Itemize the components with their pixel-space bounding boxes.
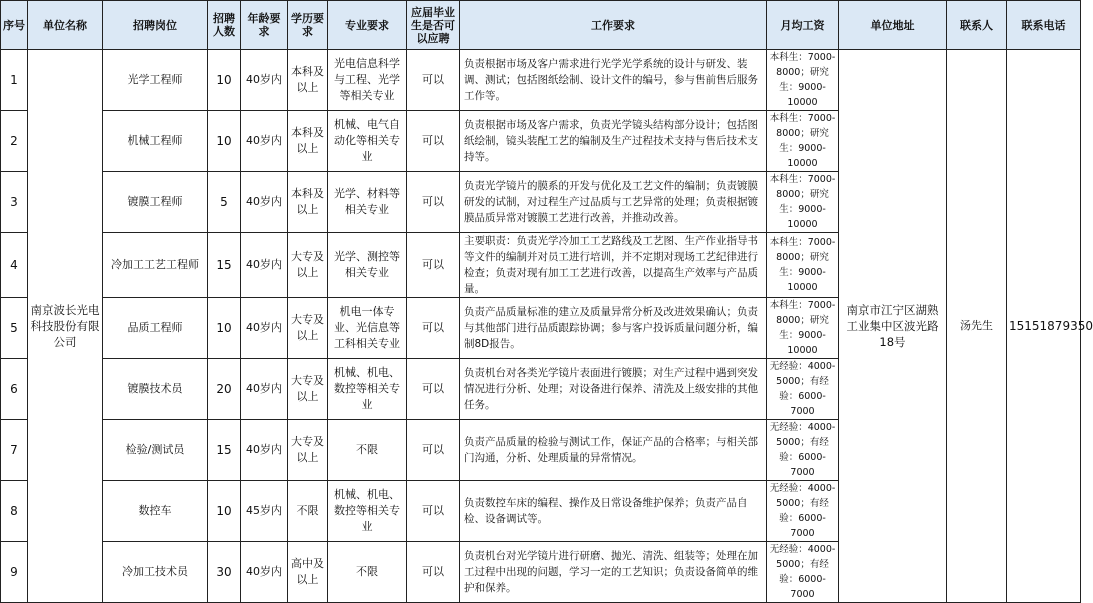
row-duties: 负责机台对光学镜片进行研磨、抛光、清洗、组装等；处理在加工过程中出现的问题，学习一定的工艺知识；负责设备简单的维护和保养。 (460, 542, 767, 603)
company-name: 南京波长光电科技股份有限公司 (28, 50, 103, 603)
row-seq: 9 (1, 542, 28, 603)
row-duties: 负责根据市场及客户需求，负责光学镜头结构部分设计；包括图纸绘制，镜头装配工艺的编制及生产过程技术支持与售后技术支持等。 (460, 111, 767, 172)
row-duties: 负责机台对各类光学镜片表面进行镀膜；对生产过程中遇到突发情况进行分析、处理；对设备进行保养、清洗及上级安排的其他任务。 (460, 359, 767, 420)
header-company: 单位名称 (28, 1, 103, 50)
row-seq: 6 (1, 359, 28, 420)
row-duties: 负责产品质量的检验与测试工作，保证产品的合格率；与相关部门沟通，分析、处理质量的异常情况。 (460, 420, 767, 481)
row-duties: 负责光学镜片的膜系的开发与优化及工艺文件的编制；负责镀膜研发的试制，对过程生产过品质与工艺异常的处理；负责根据镀膜品质异常对镀膜工艺进行改善，并推动改善。 (460, 172, 767, 233)
row-graduate: 可以 (407, 111, 460, 172)
row-major: 机械、机电、数控等相关专业 (328, 481, 407, 542)
row-education: 大专及以上 (288, 359, 328, 420)
row-seq: 5 (1, 298, 28, 359)
header-salary: 月均工资 (767, 1, 839, 50)
header-contact: 联系人 (947, 1, 1007, 50)
header-address: 单位地址 (839, 1, 947, 50)
row-position: 冷加工工艺工程师 (103, 233, 208, 298)
row-graduate: 可以 (407, 359, 460, 420)
row-salary: 无经验：4000-5000；有经验：6000-7000 (767, 359, 839, 420)
header-graduate: 应届毕业生是否可以应聘 (407, 1, 460, 50)
row-count: 10 (208, 50, 241, 111)
header-age: 年龄要求 (241, 1, 288, 50)
row-count: 10 (208, 298, 241, 359)
row-education: 本科及以上 (288, 111, 328, 172)
row-salary: 无经验：4000-5000；有经验：6000-7000 (767, 542, 839, 603)
row-count: 10 (208, 481, 241, 542)
row-duties: 负责数控车床的编程、操作及日常设备维护保养；负责产品自检、设备调试等。 (460, 481, 767, 542)
row-major: 机械、电气自动化等相关专业 (328, 111, 407, 172)
row-salary: 本科生：7000-8000；研究生：9000-10000 (767, 298, 839, 359)
header-seq: 序号 (1, 1, 28, 50)
row-age: 40岁内 (241, 50, 288, 111)
row-age: 40岁内 (241, 233, 288, 298)
row-count: 30 (208, 542, 241, 603)
contact-person: 汤先生 (947, 50, 1007, 603)
row-salary: 本科生：7000-8000；研究生：9000-10000 (767, 50, 839, 111)
row-education: 大专及以上 (288, 298, 328, 359)
row-education: 本科及以上 (288, 172, 328, 233)
row-education: 不限 (288, 481, 328, 542)
header-row (1, 1, 1081, 50)
row-count: 15 (208, 420, 241, 481)
row-position: 品质工程师 (103, 298, 208, 359)
row-count: 20 (208, 359, 241, 420)
header-phone: 联系电话 (1007, 1, 1081, 50)
table-body (1, 50, 1093, 603)
header-count: 招聘人数 (208, 1, 241, 50)
row-position: 冷加工技术员 (103, 542, 208, 603)
row-position: 数控车 (103, 481, 208, 542)
row-seq: 4 (1, 233, 28, 298)
row-salary: 本科生：7000-8000；研究生：9000-10000 (767, 233, 839, 298)
company-address: 南京市江宁区湖熟工业集中区波光路18号 (839, 50, 947, 603)
row-graduate: 可以 (407, 420, 460, 481)
table-row (1, 50, 1081, 111)
row-major: 机电一体专业、光信息等工科相关专业 (328, 298, 407, 359)
row-seq: 2 (1, 111, 28, 172)
row-education: 大专及以上 (288, 420, 328, 481)
row-count: 15 (208, 233, 241, 298)
row-seq: 1 (1, 50, 28, 111)
row-duties: 负责产品质量标准的建立及质量异常分析及改进效果确认；负责与其他部门进行品质跟踪协调；参与客户投诉质量问题分析，编制8D报告。 (460, 298, 767, 359)
row-salary: 本科生：7000-8000；研究生：9000-10000 (767, 111, 839, 172)
row-position: 检验/测试员 (103, 420, 208, 481)
row-age: 40岁内 (241, 420, 288, 481)
row-age: 40岁内 (241, 111, 288, 172)
row-graduate: 可以 (407, 542, 460, 603)
row-major: 光电信息科学与工程、光学等相关专业 (328, 50, 407, 111)
row-position: 镀膜工程师 (103, 172, 208, 233)
row-seq: 8 (1, 481, 28, 542)
row-salary: 本科生：7000-8000；研究生：9000-10000 (767, 172, 839, 233)
row-graduate: 可以 (407, 481, 460, 542)
row-position: 光学工程师 (103, 50, 208, 111)
row-major: 不限 (328, 542, 407, 603)
row-count: 10 (208, 111, 241, 172)
row-position: 镀膜技术员 (103, 359, 208, 420)
row-major: 光学、材料等相关专业 (328, 172, 407, 233)
row-education: 本科及以上 (288, 50, 328, 111)
row-age: 40岁内 (241, 172, 288, 233)
row-age: 45岁内 (241, 481, 288, 542)
row-graduate: 可以 (407, 233, 460, 298)
row-seq: 3 (1, 172, 28, 233)
row-salary: 无经验：4000-5000；有经验：6000-7000 (767, 420, 839, 481)
header-major: 专业要求 (328, 1, 407, 50)
row-salary: 无经验：4000-5000；有经验：6000-7000 (767, 481, 839, 542)
row-age: 40岁内 (241, 359, 288, 420)
header-education: 学历要求 (288, 1, 328, 50)
row-major: 不限 (328, 420, 407, 481)
row-major: 光学、测控等相关专业 (328, 233, 407, 298)
header-position: 招聘岗位 (103, 1, 208, 50)
contact-phone: 15151879350 (1007, 50, 1081, 603)
row-count: 5 (208, 172, 241, 233)
row-graduate: 可以 (407, 298, 460, 359)
row-duties: 负责根据市场及客户需求进行光学光学系统的设计与研发、装调、测试；包括图纸绘制、设计文件的编号，参与售前售后服务工作等。 (460, 50, 767, 111)
row-major: 机械、机电、数控等相关专业 (328, 359, 407, 420)
row-age: 40岁内 (241, 542, 288, 603)
row-seq: 7 (1, 420, 28, 481)
row-graduate: 可以 (407, 172, 460, 233)
row-age: 40岁内 (241, 298, 288, 359)
row-position: 机械工程师 (103, 111, 208, 172)
row-graduate: 可以 (407, 50, 460, 111)
header-duties: 工作要求 (460, 1, 767, 50)
row-education: 大专及以上 (288, 233, 328, 298)
row-education: 高中及以上 (288, 542, 328, 603)
row-duties: 主要职责：负责光学冷加工工艺路线及工艺图、生产作业指导书等文件的编制并对员工进行培训，并不定期对现场工艺纪律进行检查；负责对现有加工工艺进行改善，以提高生产效率与产品质量。 (460, 233, 767, 298)
